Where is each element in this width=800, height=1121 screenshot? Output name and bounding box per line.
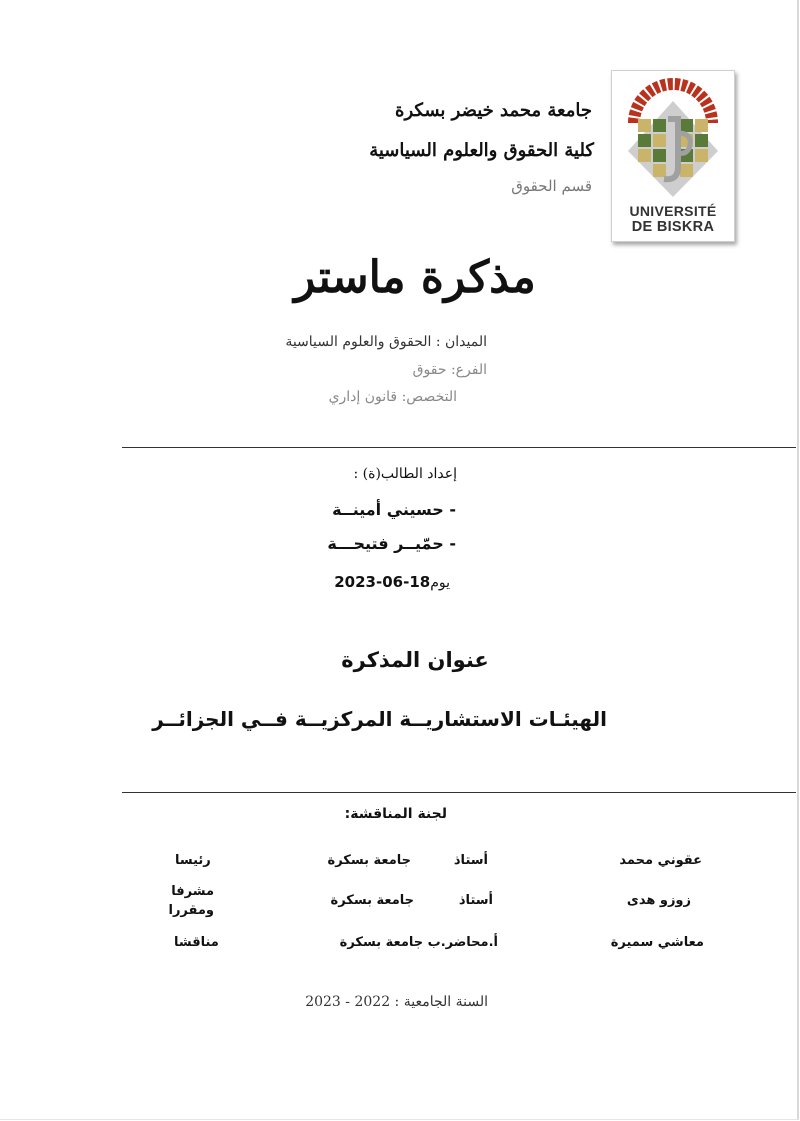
member-role: [168, 882, 214, 920]
document-title: مذكرة ماستر: [294, 252, 536, 303]
member-university: جامعة بسكرة: [327, 853, 411, 868]
student-name-2: - حمّيــر فتيحـــة: [327, 534, 456, 553]
divider-bottom: [122, 792, 796, 793]
member-role: رئيسا: [175, 853, 211, 868]
branch-line: الفرع: حقوق: [412, 362, 487, 378]
member-role: مناقشا: [174, 935, 219, 950]
university-name: جامعة محمد خيضر بسكرة: [395, 100, 592, 121]
logo-text-line2: DE BISKRA: [631, 219, 715, 235]
student-name-1: - حسيني أمينــة: [332, 500, 456, 519]
member-name: زوزو هدى: [626, 893, 691, 908]
committee-label: لجنة المناقشة:: [344, 806, 447, 822]
member-name: عقوني محمد: [619, 853, 702, 868]
department-name: قسم الحقوق: [511, 177, 592, 195]
date-prefix: يوم: [430, 575, 450, 591]
thesis-title-label: عنوان المذكرة: [341, 648, 489, 672]
member-role-line1: مشرفا: [171, 884, 214, 899]
logo-emblem-icon: [612, 71, 734, 201]
field-line: الميدان : الحقوق والعلوم السياسية: [285, 334, 487, 350]
member-rank: أستاذ: [458, 893, 493, 908]
member-role-line2: ومقررا: [168, 903, 214, 918]
member-university: جامعة بسكرة: [330, 893, 414, 908]
academic-year: السنة الجامعية : 2022 - 2023: [305, 994, 488, 1010]
member-rank-university: أ.محاضر.ب جامعة بسكرة: [339, 935, 498, 950]
member-name: معاشي سميرة: [610, 935, 704, 950]
prepared-by-label: إعداد الطالب(ة) :: [353, 466, 457, 482]
thesis-title: الهيئـات الاستشاريــة المركزيــة فــي الجزائــر: [152, 707, 607, 731]
defense-date: [334, 573, 450, 591]
faculty-name: كلية الحقوق والعلوم السياسية: [369, 140, 594, 161]
university-logo: [611, 70, 735, 242]
member-rank: أستاذ: [453, 853, 488, 868]
specialty-line: التخصص: قانون إداري: [328, 389, 457, 405]
divider-top: [122, 447, 796, 448]
logo-text-line1: UNIVERSITÉ: [629, 203, 717, 219]
date-value: 18-06-2023: [334, 573, 431, 591]
